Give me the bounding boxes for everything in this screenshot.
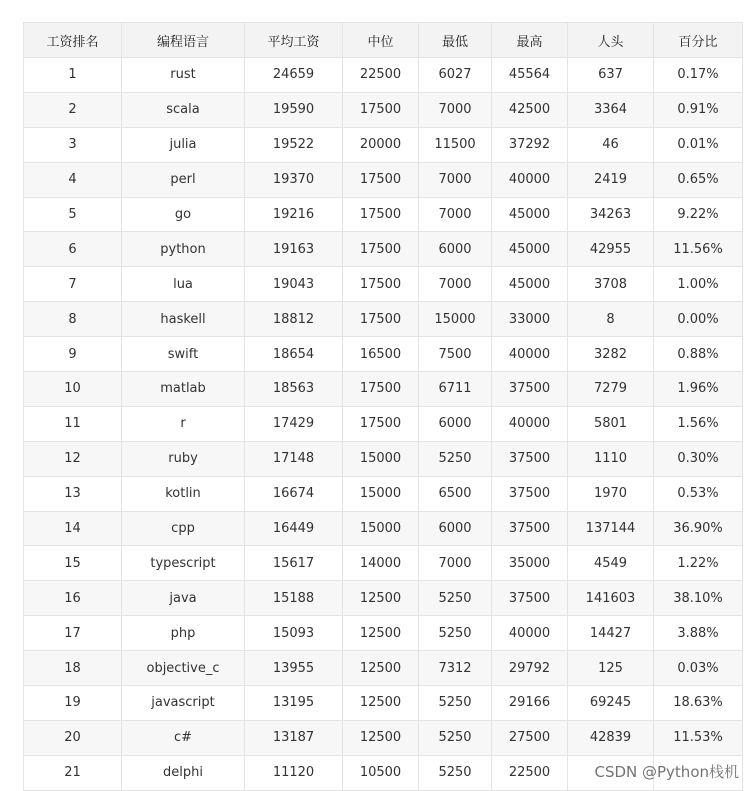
table-cell: 19043 bbox=[245, 267, 343, 302]
table-cell: 0.01% bbox=[654, 127, 743, 162]
column-header: 最低 bbox=[419, 23, 492, 58]
table-cell: 69245 bbox=[568, 686, 654, 721]
table-cell: 1110 bbox=[568, 441, 654, 476]
table-row bbox=[24, 372, 743, 407]
table-cell: 1970 bbox=[568, 476, 654, 511]
table-cell: 1.22% bbox=[654, 546, 743, 581]
salary-ranking-table bbox=[23, 22, 743, 791]
table-cell: 33000 bbox=[492, 302, 568, 337]
table-header-row bbox=[24, 23, 743, 58]
table-cell: 35000 bbox=[492, 546, 568, 581]
table-cell: scala bbox=[122, 92, 245, 127]
table-cell: 7000 bbox=[419, 162, 492, 197]
table-cell: 46 bbox=[568, 127, 654, 162]
table-cell: 12500 bbox=[343, 686, 419, 721]
table-cell: 6027 bbox=[419, 58, 492, 93]
table-cell: 6000 bbox=[419, 406, 492, 441]
table-body bbox=[24, 58, 743, 791]
table-cell: 5 bbox=[24, 197, 122, 232]
table-cell: 40000 bbox=[492, 162, 568, 197]
table-cell: javascript bbox=[122, 686, 245, 721]
table-cell: 4 bbox=[24, 162, 122, 197]
table-cell: 14000 bbox=[343, 546, 419, 581]
table-cell: 7500 bbox=[419, 337, 492, 372]
table-cell: 12500 bbox=[343, 616, 419, 651]
column-header: 最高 bbox=[492, 23, 568, 58]
table-row bbox=[24, 267, 743, 302]
table-cell: 5250 bbox=[419, 755, 492, 790]
table-cell: 8 bbox=[568, 302, 654, 337]
table-cell: 19370 bbox=[245, 162, 343, 197]
table-row bbox=[24, 546, 743, 581]
table-cell: 141603 bbox=[568, 581, 654, 616]
table-cell: 0.03% bbox=[654, 651, 743, 686]
table-cell: 15000 bbox=[343, 441, 419, 476]
column-header: 百分比 bbox=[654, 23, 743, 58]
table-cell: 5801 bbox=[568, 406, 654, 441]
table-cell: 17148 bbox=[245, 441, 343, 476]
table-cell: 45000 bbox=[492, 267, 568, 302]
table-cell: 7000 bbox=[419, 197, 492, 232]
table-cell: 0.88% bbox=[654, 337, 743, 372]
table-row bbox=[24, 511, 743, 546]
table-cell: 27500 bbox=[492, 720, 568, 755]
table-cell: 19590 bbox=[245, 92, 343, 127]
table-cell: 7000 bbox=[419, 92, 492, 127]
table-cell: 17 bbox=[24, 616, 122, 651]
table-cell: 12500 bbox=[343, 581, 419, 616]
table-cell: 14 bbox=[24, 511, 122, 546]
table-cell: haskell bbox=[122, 302, 245, 337]
table-cell: 15617 bbox=[245, 546, 343, 581]
table-cell: typescript bbox=[122, 546, 245, 581]
table-cell: rust bbox=[122, 58, 245, 93]
table-cell: 2419 bbox=[568, 162, 654, 197]
table-row bbox=[24, 197, 743, 232]
table-cell: 6000 bbox=[419, 232, 492, 267]
table-cell: 22500 bbox=[492, 755, 568, 790]
table-cell: 9 bbox=[24, 337, 122, 372]
table-cell: matlab bbox=[122, 372, 245, 407]
table-cell: 37500 bbox=[492, 476, 568, 511]
table-cell: 6 bbox=[24, 232, 122, 267]
table-cell: 37500 bbox=[492, 511, 568, 546]
table-cell: 18812 bbox=[245, 302, 343, 337]
table-cell: 16449 bbox=[245, 511, 343, 546]
table-cell: 13955 bbox=[245, 651, 343, 686]
table-cell: 16 bbox=[24, 581, 122, 616]
table-cell: 1.96% bbox=[654, 372, 743, 407]
table-cell: swift bbox=[122, 337, 245, 372]
table-cell: 19 bbox=[24, 686, 122, 721]
table-cell: 14427 bbox=[568, 616, 654, 651]
table-cell: 3708 bbox=[568, 267, 654, 302]
table-cell: 37292 bbox=[492, 127, 568, 162]
table-cell: 15000 bbox=[343, 476, 419, 511]
table-cell: 16674 bbox=[245, 476, 343, 511]
table-cell: go bbox=[122, 197, 245, 232]
table-cell: c# bbox=[122, 720, 245, 755]
table-cell: 3364 bbox=[568, 92, 654, 127]
table-cell: 17500 bbox=[343, 92, 419, 127]
table-cell: 42955 bbox=[568, 232, 654, 267]
table-cell: cpp bbox=[122, 511, 245, 546]
table-cell: 18.63% bbox=[654, 686, 743, 721]
table-cell: 0.53% bbox=[654, 476, 743, 511]
table-cell: julia bbox=[122, 127, 245, 162]
table-cell: 5250 bbox=[419, 616, 492, 651]
table-row bbox=[24, 651, 743, 686]
table-cell: 21 bbox=[24, 755, 122, 790]
table-cell: 4549 bbox=[568, 546, 654, 581]
table-cell: 3282 bbox=[568, 337, 654, 372]
table-cell: 16500 bbox=[343, 337, 419, 372]
table-cell: ruby bbox=[122, 441, 245, 476]
table-cell: python bbox=[122, 232, 245, 267]
table-cell: 20 bbox=[24, 720, 122, 755]
table-cell: 1.00% bbox=[654, 267, 743, 302]
table-row bbox=[24, 58, 743, 93]
table-cell: 17500 bbox=[343, 232, 419, 267]
table-cell: 17500 bbox=[343, 406, 419, 441]
table-cell: 7279 bbox=[568, 372, 654, 407]
table-row bbox=[24, 92, 743, 127]
table-cell: 7 bbox=[24, 267, 122, 302]
table-row bbox=[24, 581, 743, 616]
table-cell: 18654 bbox=[245, 337, 343, 372]
table-cell: 3 bbox=[24, 127, 122, 162]
table-cell: delphi bbox=[122, 755, 245, 790]
table-cell: 13 bbox=[24, 476, 122, 511]
table-row bbox=[24, 616, 743, 651]
table-cell: 19216 bbox=[245, 197, 343, 232]
table-cell: 137144 bbox=[568, 511, 654, 546]
table-cell: kotlin bbox=[122, 476, 245, 511]
watermark-text: CSDN @Python栈机 bbox=[594, 763, 739, 781]
table-cell: 45564 bbox=[492, 58, 568, 93]
table-cell: 15 bbox=[24, 546, 122, 581]
table-cell: 17500 bbox=[343, 197, 419, 232]
table-cell: 1.56% bbox=[654, 406, 743, 441]
table-row bbox=[24, 441, 743, 476]
table-cell: java bbox=[122, 581, 245, 616]
table-cell: 34263 bbox=[568, 197, 654, 232]
table-cell: 0.65% bbox=[654, 162, 743, 197]
table-cell: 5250 bbox=[419, 686, 492, 721]
table-cell: 0.17% bbox=[654, 58, 743, 93]
table-cell: 17429 bbox=[245, 406, 343, 441]
table-cell: 7000 bbox=[419, 546, 492, 581]
table-cell: 5250 bbox=[419, 441, 492, 476]
table-row bbox=[24, 476, 743, 511]
table-cell: 29792 bbox=[492, 651, 568, 686]
table-cell: 637 bbox=[568, 58, 654, 93]
table-cell: 125 bbox=[568, 651, 654, 686]
table-cell: 5250 bbox=[419, 720, 492, 755]
table-cell: 13195 bbox=[245, 686, 343, 721]
table-cell: 38.10% bbox=[654, 581, 743, 616]
table-cell: 45000 bbox=[492, 232, 568, 267]
table-row bbox=[24, 720, 743, 755]
table-cell: 12500 bbox=[343, 720, 419, 755]
table-cell: 9.22% bbox=[654, 197, 743, 232]
table-cell: 12 bbox=[24, 441, 122, 476]
table-cell: 17500 bbox=[343, 372, 419, 407]
column-header: 工资排名 bbox=[24, 23, 122, 58]
table-cell: 7312 bbox=[419, 651, 492, 686]
table-cell: 29166 bbox=[492, 686, 568, 721]
table-cell: 0.30% bbox=[654, 441, 743, 476]
table-row bbox=[24, 686, 743, 721]
table-cell: 15093 bbox=[245, 616, 343, 651]
table-cell: r bbox=[122, 406, 245, 441]
table-row bbox=[24, 162, 743, 197]
table-cell: 11500 bbox=[419, 127, 492, 162]
salary-table-container bbox=[23, 22, 742, 791]
table-cell: 15000 bbox=[343, 511, 419, 546]
table-cell: 11 bbox=[24, 406, 122, 441]
table-row bbox=[24, 232, 743, 267]
table-cell: perl bbox=[122, 162, 245, 197]
column-header: 人头 bbox=[568, 23, 654, 58]
column-header: 中位 bbox=[343, 23, 419, 58]
table-cell: 11.56% bbox=[654, 232, 743, 267]
table-row bbox=[24, 337, 743, 372]
table-row bbox=[24, 302, 743, 337]
table-cell: 40000 bbox=[492, 616, 568, 651]
table-cell: 0.91% bbox=[654, 92, 743, 127]
table-cell: 13187 bbox=[245, 720, 343, 755]
column-header: 平均工资 bbox=[245, 23, 343, 58]
table-cell: 10 bbox=[24, 372, 122, 407]
table-cell: 11120 bbox=[245, 755, 343, 790]
table-cell: lua bbox=[122, 267, 245, 302]
table-cell: 20000 bbox=[343, 127, 419, 162]
table-cell: 17500 bbox=[343, 267, 419, 302]
table-cell: 1 bbox=[24, 58, 122, 93]
table-cell: 17500 bbox=[343, 162, 419, 197]
table-cell: 40000 bbox=[492, 406, 568, 441]
table-cell: 24659 bbox=[245, 58, 343, 93]
table-cell: 42839 bbox=[568, 720, 654, 755]
table-row bbox=[24, 127, 743, 162]
column-header: 编程语言 bbox=[122, 23, 245, 58]
table-cell: 37500 bbox=[492, 372, 568, 407]
table-cell: 18563 bbox=[245, 372, 343, 407]
table-cell: 18 bbox=[24, 651, 122, 686]
table-cell: 2 bbox=[24, 92, 122, 127]
table-cell: objective_c bbox=[122, 651, 245, 686]
table-cell: 15000 bbox=[419, 302, 492, 337]
table-cell: 36.90% bbox=[654, 511, 743, 546]
table-cell: 12500 bbox=[343, 651, 419, 686]
table-cell: 37500 bbox=[492, 441, 568, 476]
table-row bbox=[24, 406, 743, 441]
table-cell: 3.88% bbox=[654, 616, 743, 651]
table-cell: 15188 bbox=[245, 581, 343, 616]
table-cell: 40000 bbox=[492, 337, 568, 372]
table-cell: 42500 bbox=[492, 92, 568, 127]
table-cell: 7000 bbox=[419, 267, 492, 302]
table-cell: 6000 bbox=[419, 511, 492, 546]
table-cell: 5250 bbox=[419, 581, 492, 616]
table-cell: 19522 bbox=[245, 127, 343, 162]
table-cell: php bbox=[122, 616, 245, 651]
table-cell: 8 bbox=[24, 302, 122, 337]
table-cell: 22500 bbox=[343, 58, 419, 93]
table-cell: 0.00% bbox=[654, 302, 743, 337]
table-cell: 19163 bbox=[245, 232, 343, 267]
table-cell: 11.53% bbox=[654, 720, 743, 755]
table-cell: 6500 bbox=[419, 476, 492, 511]
table-cell: 45000 bbox=[492, 197, 568, 232]
table-cell: 6711 bbox=[419, 372, 492, 407]
table-cell: 17500 bbox=[343, 302, 419, 337]
table-cell: 37500 bbox=[492, 581, 568, 616]
table-cell: 10500 bbox=[343, 755, 419, 790]
